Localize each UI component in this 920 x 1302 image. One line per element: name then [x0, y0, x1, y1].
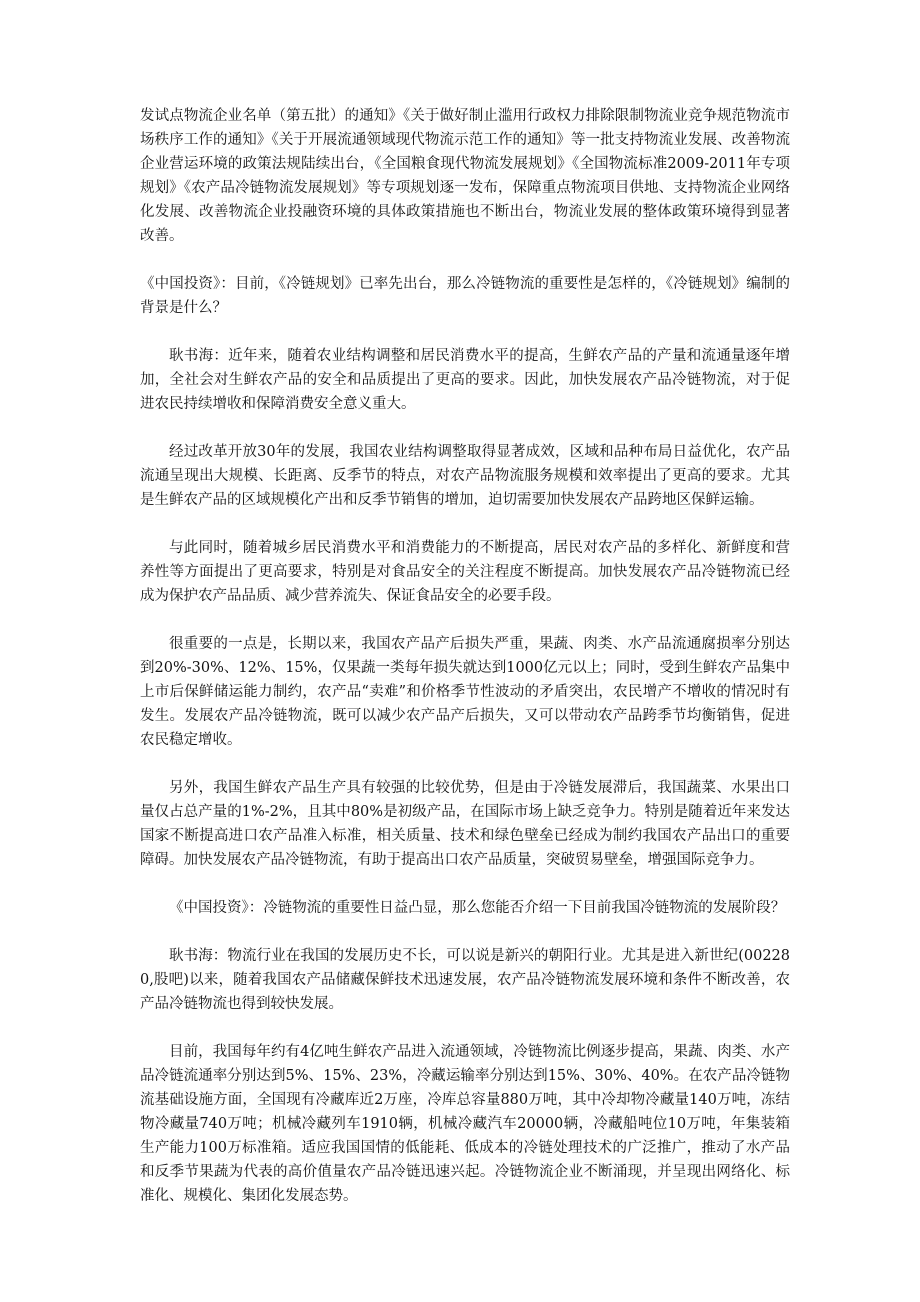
paragraph-question-cold-chain-importance: 《中国投资》：目前，《冷链规划》已率先出台，那么冷链物流的重要性是怎样的，《冷链规划》编制的背景是什么？ — [140, 276, 790, 316]
paragraph-export-competitiveness: 另外，我国生鲜农产品生产具有较强的比较优势，但是由于冷链发展滞后，我国蔬菜、水果出口量仅占总产量的1%-2%，且其中80%是初级产品，在国际市场上缺乏竞争力。特别是随着近年来发达国家不断提高进口农产品准入标准，相关质量、技术和绿色壁垒已经成为制约我国农产品出口的重要障碍。加快发展农产品冷链物流，有助于提高出口农产品质量，突破贸易壁垒，增强国际竞争力。 — [140, 780, 790, 868]
document-body — [140, 104, 790, 1232]
paragraph-policy-summary: 发试点物流企业名单（第五批）的通知》《关于做好制止滥用行政权力排除限制物流业竞争规范物流市场秩序工作的通知》《关于开展流通领域现代物流示范工作的通知》等一批支持物流业发展、改善物流企业营运环境的政策法规陆续出台，《全国粮食现代物流发展规划》《全国物流标准2009-2011年专项规划》《农产品冷链物流发展规划》等专项规划逐一发布，保障重点物流项目供地、支持物流企业网络化发展、改善物流企业投融资环境的具体政策措施也不断出台，物流业发展的整体政策环境得到显著改善。 — [140, 108, 790, 244]
paragraph-question-development-stage: 《中国投资》：冷链物流的重要性日益凸显，那么您能否介绍一下目前我国冷链物流的发展阶段？ — [169, 900, 786, 916]
paragraph-answer-industry-history: 耿书海：物流行业在我国的发展历史不长，可以说是新兴的朝阳行业。尤其是进入新世纪(002280,股吧)以来，随着我国农产品储藏保鲜技术迅速发展，农产品冷链物流发展环境和条件不断改善，农产品冷链物流也得到较快发展。 — [140, 948, 790, 1012]
paragraph-consumer-demand: 与此同时，随着城乡居民消费水平和消费能力的不断提高，居民对农产品的多样化、新鲜度和营养性等方面提出了更高要求，特别是对食品安全的关注程度不断提高。加快发展农产品冷链物流已经成为保护农产品品质、减少营养流失、保证食品安全的必要手段。 — [140, 540, 790, 604]
paragraph-answer-consumption: 耿书海：近年来，随着农业结构调整和居民消费水平的提高，生鲜农产品的产量和流通量逐年增加，全社会对生鲜农产品的安全和品质提出了更高的要求。因此，加快发展农产品冷链物流，对于促进农民持续增收和保障消费安全意义重大。 — [140, 348, 790, 412]
paragraph-reform-development: 经过改革开放30年的发展，我国农业结构调整取得显著成效，区域和品种布局日益优化，农产品流通呈现出大规模、长距离、反季节的特点，对农产品物流服务规模和效率提出了更高的要求。尤其是生鲜农产品的区域规模化产出和反季节销售的增加，迫切需要加快发展农产品跨地区保鲜运输。 — [140, 444, 790, 508]
paragraph-post-harvest-loss: 很重要的一点是，长期以来，我国农产品产后损失严重，果蔬、肉类、水产品流通腐损率分别达到20%-30%、12%、15%，仅果蔬一类每年损失就达到1000亿元以上；同时，受到生鲜农产品集中上市后保鲜储运能力制约，农产品“卖难”和价格季节性波动的矛盾突出，农民增产不增收的情况时有发生。发展农产品冷链物流，既可以减少农产品产后损失，又可以带动农产品跨季节均衡销售，促进农民稳定增收。 — [140, 636, 790, 748]
paragraph-current-status: 目前，我国每年约有4亿吨生鲜农产品进入流通领域，冷链物流比例逐步提高，果蔬、肉类、水产品冷链流通率分别达到5%、15%、23%，冷藏运输率分别达到15%、30%、40%。在农产品冷链物流基础设施方面，全国现有冷藏库近2万座，冷库总容量880万吨，其中冷却物冷藏量140万吨，冻结物冷藏量740万吨；机械冷藏列车1910辆，机械冷藏汽车20000辆，冷藏船吨位10万吨，年集装箱生产能力100万标准箱。适应我国国情的低能耗、低成本的冷链处理技术的广泛推广，推动了水产品和反季节果蔬为代表的高价值量农产品冷链迅速兴起。冷链物流企业不断涌现，并呈现出网络化、标准化、规模化、集团化发展态势。 — [140, 1044, 790, 1204]
